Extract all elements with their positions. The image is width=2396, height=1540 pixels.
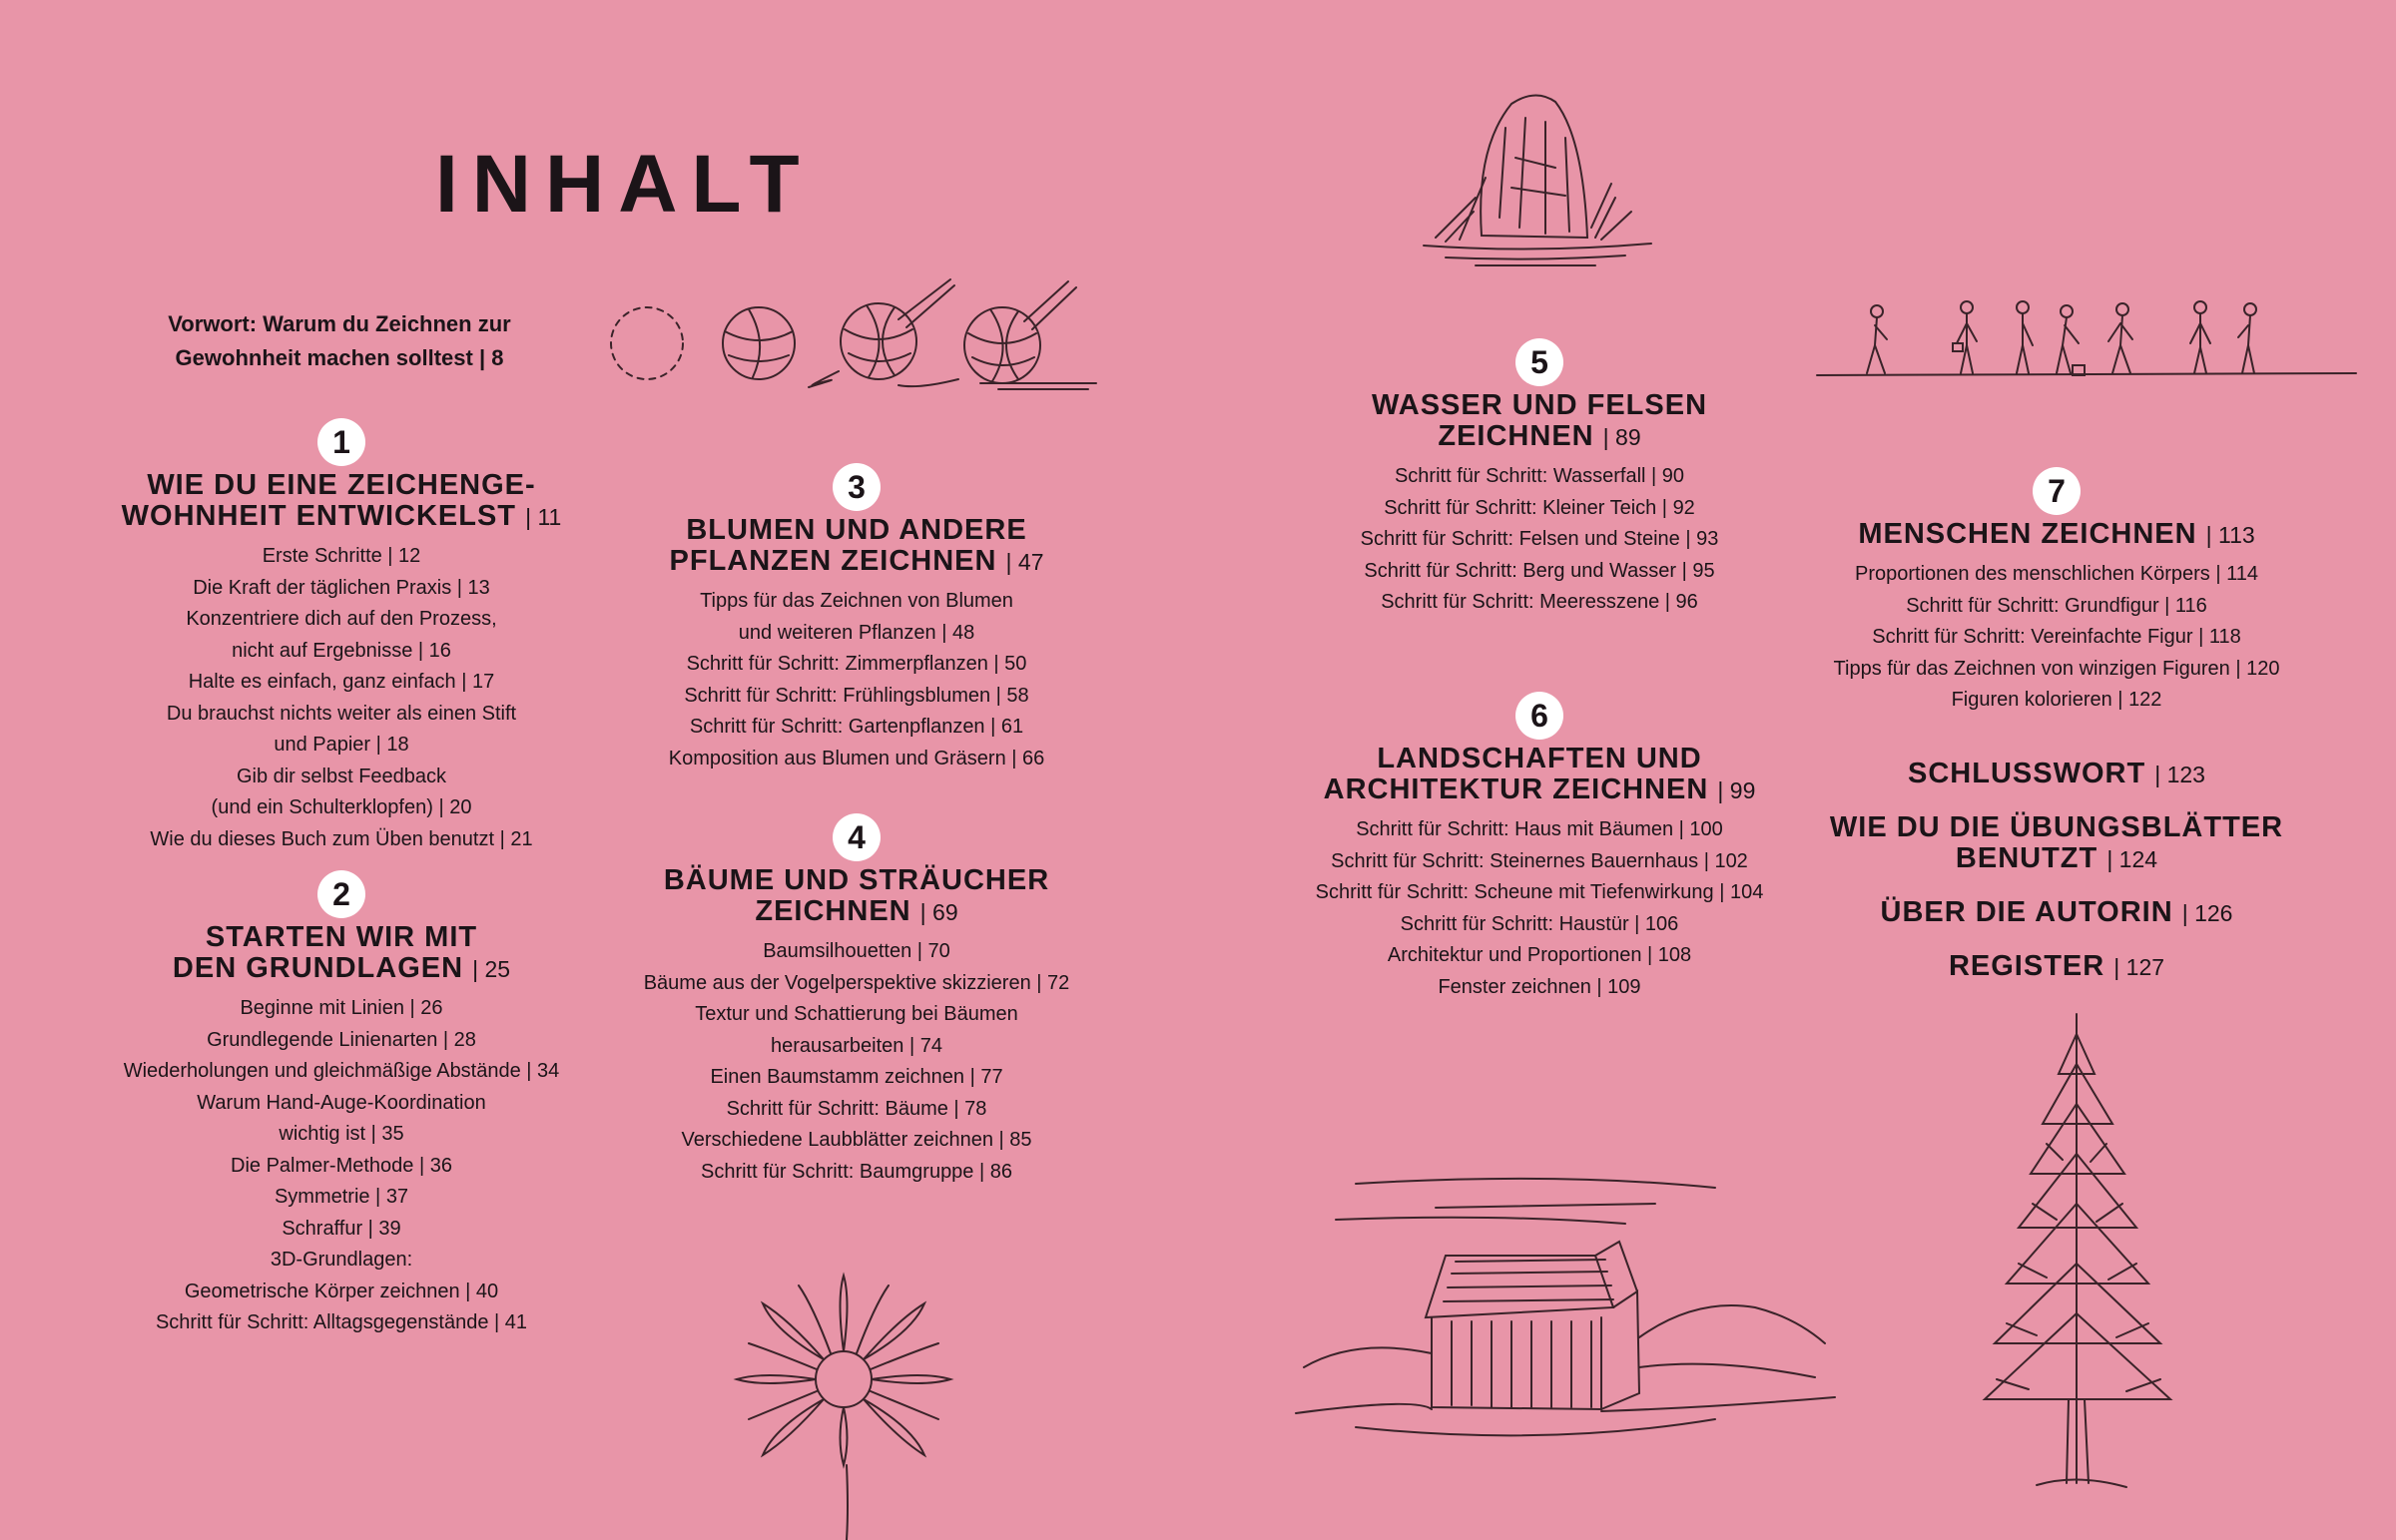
toc-entry: Beginne mit Linien | 26 [240,997,443,1019]
toc-entry: Schritt für Schritt: Haustür | 106 [1400,912,1679,935]
chapter-entries [617,936,1096,1188]
yarn-balls-sketch [599,271,1108,401]
end-section-title: ÜBER DIE AUTORIN [1880,896,2173,928]
walking-people-sketch [1817,295,2356,395]
preface-entry [140,307,539,375]
toc-entry: Textur und Schattierung bei Bäumen herausarbeiten | 74 [695,1003,1018,1057]
chapter-title: MENSCHEN ZEICHNEN [1858,518,2197,550]
chapter-heading [86,922,597,985]
end-section-title: REGISTER [1948,950,2105,982]
chapter-heading [100,470,583,533]
chapter-number-badge: 1 [317,418,365,466]
toc-entry: Wiederholungen und gleichmäßige Abstände | 34 [123,1060,560,1082]
toc-entry: Schritt für Schritt: Gartenpflanzen | 61 [689,716,1024,738]
chapter-page: | 89 [1602,424,1641,450]
chapter-7 [1797,467,2316,717]
toc-entry: Warum Hand-Auge-Koordination wichtig ist | 35 [197,1091,486,1145]
chapter-5 [1300,338,1779,619]
chapter-number-badge: 5 [1515,338,1563,386]
chapter-heading [1300,390,1779,453]
chapter-page: | 113 [2205,522,2255,548]
toc-entry: Gib dir selbst Feedback (und ein Schulterklopfen) | 20 [211,765,472,818]
chapter-page: | 25 [472,956,511,982]
chapter-heading [627,515,1086,578]
toc-entry: Schritt für Schritt: Zimmerpflanzen | 50 [686,653,1027,675]
toc-entry: Grundlegende Linienarten | 28 [207,1028,476,1051]
chapter-title: BLUMEN UND ANDERE PFLANZEN ZEICHNEN [669,514,1027,577]
toc-entry: Schritt für Schritt: Steinernes Bauernhaus | 102 [1331,849,1748,872]
toc-entry: Tipps für das Zeichnen von winzigen Figuren | 120 [1833,657,2280,680]
toc-entry: Erste Schritte | 12 [262,545,421,567]
end-section-page: | 126 [2181,900,2233,926]
chapter-entries [627,586,1086,774]
toc-entry: Einen Baumstamm zeichnen | 77 [710,1066,1003,1088]
toc-entry: Verschiedene Laubblätter zeichnen | 85 [681,1129,1032,1151]
chapter-2 [86,870,597,1339]
toc-entry: Tipps für das Zeichnen von Blumen und weiteren Pflanzen | 48 [700,590,1013,644]
chapter-number-badge: 4 [833,813,881,861]
end-section-page: | 124 [2106,846,2158,872]
toc-entry: Schritt für Schritt: Bäume | 78 [726,1097,987,1120]
chapter-1 [100,418,583,855]
toc-entry: Symmetrie | 37 [274,1186,409,1208]
chapter-6 [1280,692,1799,1003]
chapter-heading [1797,519,2316,551]
toc-entry: Schritt für Schritt: Alltagsgegenstände | 41 [155,1311,528,1333]
toc-entry: Schritt für Schritt: Kleiner Teich | 92 [1384,496,1695,519]
chapter-number-badge: 6 [1515,692,1563,740]
toc-entry: Schritt für Schritt: Meeresszene | 96 [1381,591,1698,613]
end-section-page: | 127 [2113,954,2165,980]
chapter-page: | 11 [525,504,562,530]
chapter-heading [617,865,1096,928]
end-section-heading [1797,897,2316,929]
daisy-sketch [729,1270,958,1540]
toc-entry: Konzentriere dich auf den Prozess, nicht auf Ergebnisse | 16 [186,608,497,662]
toc-entry: Schritt für Schritt: Grundfigur | 116 [1906,594,2207,617]
toc-entry: Schritt für Schritt: Vereinfachte Figur | 118 [1872,626,2241,648]
chapter-entries [1797,559,2316,717]
toc-entry: Schritt für Schritt: Baumgruppe | 86 [700,1160,1012,1183]
chapter-entries [86,993,597,1339]
chapter-title: LANDSCHAFTEN UND ARCHITEKTUR ZEICHNEN [1323,743,1709,805]
chapter-number-badge: 7 [2033,467,2081,515]
chapter-3 [627,463,1086,774]
toc-entry: Bäume aus der Vogelperspektive skizzieren | 72 [643,971,1070,994]
toc-entry: Die Kraft der täglichen Praxis | 13 [193,576,490,599]
chapter-heading [1280,744,1799,806]
chapter-title: WASSER UND FELSEN ZEICHNEN [1371,389,1708,452]
end-section-title: SCHLUSSWORT [1908,758,2146,789]
toc-entry: Architektur und Proportionen | 108 [1387,944,1692,966]
chapter-title: BÄUME UND STRÄUCHER ZEICHNEN [663,864,1050,927]
chapter-number-badge: 3 [833,463,881,511]
page-title: INHALT [435,139,814,230]
toc-entry: Schritt für Schritt: Wasserfall | 90 [1394,465,1685,487]
toc-entry: Figuren kolorieren | 122 [1951,689,2162,711]
chapter-entries [1280,814,1799,1003]
end-section-heading [1797,759,2316,790]
toc-entry: Fenster zeichnen | 109 [1438,975,1641,998]
barn-sketch [1296,1158,1835,1457]
toc-entry: Schritt für Schritt: Haus mit Bäumen | 100 [1356,818,1723,840]
preface-text: Vorwort: Warum du Zeichnen zur Gewohnheit machen solltest | 8 [168,311,511,370]
chapter-page: | 69 [919,899,958,925]
toc-entry: Schritt für Schritt: Scheune mit Tiefenwirkung | 104 [1315,881,1764,903]
chapter-entries [1300,461,1779,619]
toc-entry: Halte es einfach, ganz einfach | 17 [188,671,495,693]
end-section-title: WIE DU DIE ÜBUNGSBLÄTTER BENUTZT [1829,811,2284,874]
toc-entry: Baumsilhouetten | 70 [763,940,950,962]
end-section-heading [1797,812,2316,875]
toc-entry: Schritt für Schritt: Berg und Wasser | 95 [1364,559,1715,582]
toc-entry: Komposition aus Blumen und Gräsern | 66 [668,747,1045,770]
chapter-page: | 99 [1717,777,1756,803]
toc-entry: Schritt für Schritt: Felsen und Steine | 93 [1360,528,1719,550]
toc-entry: Schritt für Schritt: Frühlingsblumen | 58 [684,684,1029,707]
toc-entry: 3D-Grundlagen: Geometrische Körper zeichnen | 40 [184,1249,499,1302]
chapter-entries [100,541,583,855]
toc-entry: Du brauchst nichts weiter als einen Stift und Papier | 18 [166,702,517,756]
toc-entry: Schraffur | 39 [282,1217,401,1240]
chapter-page: | 47 [1005,549,1044,575]
chapter-title: STARTEN WIR MIT DEN GRUNDLAGEN [172,921,478,984]
end-sections [1797,759,2316,1005]
toc-entry: Die Palmer-Methode | 36 [231,1154,452,1177]
end-section-heading [1797,951,2316,983]
end-section-page: | 123 [2154,762,2205,787]
chapter-title: WIE DU EINE ZEICHENGE- WOHNHEIT ENTWICKELST [121,469,536,532]
toc-entry: Wie du dieses Buch zum Üben benutzt | 21 [150,827,533,850]
chapter-4 [617,813,1096,1188]
toc-entry: Proportionen des menschlichen Körpers | 114 [1855,563,2258,585]
fir-tree-sketch [1967,1014,2186,1493]
chapter-number-badge: 2 [317,870,365,918]
rock-sketch [1416,88,1655,267]
